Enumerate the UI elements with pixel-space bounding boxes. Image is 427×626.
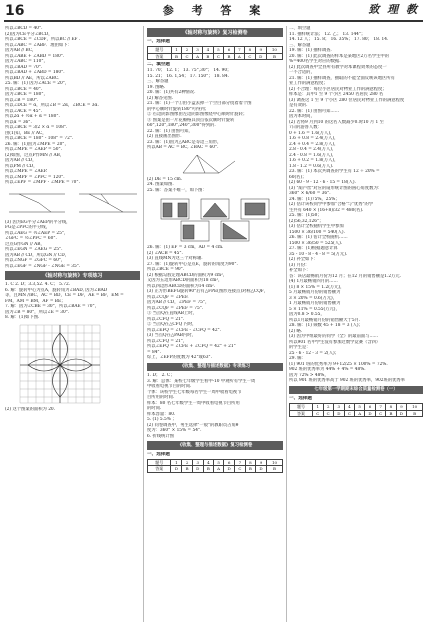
answer-line: 26. 解：(1) EF = 3 cm，AD = 4 cm. — [147, 245, 224, 251]
answer-line: 所以∠BAD = 70°. — [5, 64, 43, 70]
answer-line: 29. 解： — [289, 356, 306, 361]
table-cell: D — [333, 410, 344, 417]
table-cell: 2 — [182, 459, 192, 466]
answer-line: 1500 × 36/50 = 525(人). — [289, 240, 343, 246]
answer-line: 20. 解：(1)共有2种情况. — [147, 90, 196, 96]
table-cell: D — [396, 410, 407, 417]
table-cell: B — [386, 410, 396, 417]
table-cell: D — [365, 410, 376, 417]
answer-line: = 84°. — [147, 349, 161, 355]
parallel-lines-figures — [5, 188, 140, 218]
answer-line: 2.8 - 0.4 = 2.4(万人)， — [289, 147, 337, 152]
answer-line: (2) 根据勾股定理ABCD的面积为9 cm²， — [147, 272, 228, 278]
grid-symmetry-figure — [5, 323, 140, 405]
answer-line: 360° × 6/60 = 36°. — [289, 191, 331, 196]
answer-line: 所以AB = AC = BC, ∠BAC = 60°. — [147, 145, 219, 151]
answer-line: 23. 解：(1) 本次共调查的学生有 12 ÷ 20% = — [289, 169, 380, 174]
table-cell: D — [256, 466, 267, 473]
answer-line: 22. 解：(1) 由图可知…… — [289, 108, 340, 114]
table-cell: 题号 — [148, 47, 172, 54]
answer-table — [147, 459, 283, 473]
answer-line: 1. C 2. D；3.3,52. 4. C； 5.72. — [5, 282, 71, 288]
answer-table — [147, 46, 283, 60]
table-cell: 9 — [256, 459, 267, 466]
answer-line: 5 月最畅销月份的销售额为 — [289, 290, 341, 295]
table-cell: B — [171, 53, 181, 60]
answer-line: (2) 直接画出图形. — [147, 134, 182, 140]
table-cell: 8 — [244, 47, 255, 54]
answer-line: 所以四边形ABCD的面积为14 cm². — [147, 283, 216, 289]
answer-line: 所以∠CQF = ∠PEF = 75°. — [147, 305, 204, 311]
table-cell: C — [323, 410, 333, 417]
answer-line: (3) 月份： — [289, 262, 310, 268]
answer-block — [147, 245, 283, 361]
answer-line: 因为 72% > 48%， — [289, 372, 329, 378]
answer-line: 所以∠BCE = 90°. — [147, 267, 185, 273]
answer-line: (3) 直线MN为这三个对称轴. — [147, 256, 203, 262]
answer-line: 14. 12 人； 15. 8； 16. 35%； 17. 80； 18. 14. — [289, 37, 389, 42]
answer-line: 8. 解：(1)如下图. — [5, 315, 40, 321]
answer-line: 2.4 + 0.4 = 2.8(万人)， — [289, 141, 339, 147]
answer-line: 24. 解：(1)75%，25%； — [289, 196, 340, 202]
table-cell: D — [255, 53, 266, 60]
pattern-figures — [147, 195, 283, 243]
answer-line: (2)56,32,126°； — [289, 218, 324, 224]
answer-line: 21. 解：(1)一个①由小盒去掉一个空白部分绕着着个图 — [147, 101, 252, 107]
page-number: 16 — [5, 3, 25, 19]
table-cell: 答案 — [148, 53, 172, 60]
table-cell: A — [214, 466, 224, 473]
answer-line: 6. 解：旋转中心为点A，旋转角为∠BAD, 因为∠BAD — [5, 287, 108, 293]
answer-line: 1500 × 36/100 = 540(人). — [289, 229, 345, 235]
answer-line: 三、解答题 — [147, 79, 169, 85]
answer-line: 25 - 6 - 12 - 3 = 2(人)； — [289, 350, 339, 356]
table-cell: 9 — [255, 47, 266, 54]
table-cell: 答案 — [148, 466, 171, 473]
table-cell: 8 — [245, 459, 255, 466]
answer-line: (2) 补全如下： — [289, 257, 318, 262]
table-cell: 5 — [213, 47, 224, 54]
answer-line: 目所用的时间. — [147, 395, 175, 401]
table-cell: 7 — [234, 47, 244, 54]
page-title: 参 考 答 案 — [162, 4, 268, 17]
answer-line: FM，AM = BM，AF = BE； — [5, 298, 66, 304]
table-cell: B — [182, 466, 192, 473]
answer-line: %=400名学生对应的数据. — [289, 59, 341, 64]
answer-line: 28. 解：(1) 频数 45 + 18 = 3 (人)； — [289, 323, 363, 328]
answer-line: (3) 当点Q在△PAB内时， — [147, 333, 196, 339]
answer-line: 21. 解：(1) 抽样调查，抽取的不能全面反映该地区所有 — [289, 75, 395, 81]
answer-line: (2) 若将9 月到10 的这名人数减少0.时10 月 1 至 — [289, 119, 384, 125]
answer-line: 23. 解：(1)因为△ABC是等边三角形， — [147, 139, 222, 145]
table-cell: B — [203, 53, 213, 60]
answer-line: (2)因为CE平分∠BCD， — [5, 31, 53, 37]
answer-line: 所以∠EGN = ∠AEG = 25°. — [5, 247, 63, 252]
answer-line: (2) 估计该校同学中参加"合格"与"优秀"的学 — [289, 202, 374, 207]
answer-line: 22. 解：(1) 由图可知， — [147, 128, 193, 134]
answer-line: (3) 正方形BEFG旋转90°后有△FPE(图形连接点)对称△CQF， — [147, 289, 268, 295]
answer-line: 26. 解：(1)因为∠MPE = 20°， — [5, 141, 69, 147]
answer-line: (3) "葫芦丝"对应的扇形统计图的圆心角度数为： — [289, 185, 383, 191]
table-cell: 答案 — [290, 410, 313, 417]
answer-line: 7. 解：因为∠CBE = 30°，所以∠BAE = 70°， — [5, 304, 99, 310]
table-cell: B — [407, 410, 423, 417]
answer-line: 25. 解：(1)50； — [289, 213, 322, 218]
answer-line: 所以∠CFQ = 21°. — [147, 316, 185, 322]
answer-line: 所以∠B = 180°. — [5, 97, 39, 103]
answer-line: 一不合适的， — [289, 70, 315, 75]
answer-line: 因为AB // CD，所以GN // CD， — [5, 252, 69, 258]
subsection-title: 一、选择题 — [289, 396, 312, 402]
answer-line: 因为∠BCE = 180°， — [5, 92, 48, 97]
answer-line: 是有效的. — [289, 103, 308, 108]
answer-line: (3) 因为EG平分∠AEP的平分线， — [5, 219, 71, 225]
table-cell: 3 — [333, 404, 344, 411]
table-cell: 10 — [266, 47, 282, 54]
table-cell: 8 — [386, 404, 396, 411]
answer-line: 所以PM // CD， — [5, 163, 38, 169]
answer-block — [289, 26, 423, 384]
answer-line: 11. 70； 12. 1； 13. 75°,30°； 14. 90； — [147, 68, 232, 74]
answer-line: ① 当点Q在直线AB上时， — [147, 311, 197, 317]
answer-line: 的中心顺时针旋转180°可得到； — [147, 106, 209, 112]
answer-line: 的时间. — [147, 406, 162, 412]
answer-line: FG是∠PFC的平分线， — [5, 225, 50, 230]
brand-logo: 致 理 教 — [368, 3, 419, 16]
answer-line: 25. 解：答案不唯一，如下图： — [147, 187, 207, 193]
answer-line: 5. (1) 5.5% ； — [147, 417, 177, 423]
answer-line: 所以∠BCE = 3/2 × α = 108°. — [5, 125, 68, 130]
table-cell: 3 — [192, 459, 203, 466]
answer-line: (2) 解答见图. — [147, 95, 174, 101]
answer-line: 所以∠EPF = ∠MPF - ∠MPE = 70°. — [5, 180, 80, 185]
answer-line: 因为∠B = 80°，所以∠E = 30°. — [5, 309, 70, 315]
triangle-diagram — [147, 153, 283, 175]
section-title: 《轴对称与旋转》专项练习 — [5, 271, 140, 280]
answer-line: (2) 60 - 9 - 12 - 6 - 15 = 18(人). — [289, 180, 356, 185]
answer-line: 所以2α + ½α + α = 180°. — [5, 114, 60, 119]
answer-line: 由(1)知，BE // AC， — [5, 130, 47, 136]
section-title: 《收集、整理与描述数据》复习检测卷 — [147, 441, 283, 450]
table-cell: C — [235, 466, 246, 473]
answer-line: 所以 901 班的优秀率高于 902 班的优秀率，902班的优秀率 — [289, 378, 406, 383]
answer-line: 所以∠EFQ = ∠CFE + ∠CFQ = 42° + 21° — [147, 344, 236, 350]
answer-line: 所以∠NGF = ∠GFC = 60°， — [5, 258, 66, 263]
answer-line: (1) 8 × 15% = 1.2(万元)， — [289, 284, 345, 290]
answer-line: 1.6 + 0.8 = 2.4(万人)， — [289, 136, 339, 141]
answer-line: 1 月最畅销月份的销售额为 — [289, 301, 341, 306]
table-cell: C — [213, 53, 224, 60]
answer-line: 答：该店最畅销月份为12 月；在12 月的销售额是1.2万元. — [289, 273, 402, 279]
answer-line: (2) 问卷调查中，男生选择"一般"的教职员占角θ — [147, 422, 239, 428]
answer-line: 因为本时间， — [289, 114, 315, 119]
triangle-figure — [147, 153, 283, 175]
answer-line: 所以∠EFQ = ∠CFE - ∠CFQ = 42°. — [147, 327, 222, 333]
answer-line: (1) 901 班的优秀率为 9+12/25 × 100% = 72%. — [289, 361, 388, 367]
column-2 — [147, 26, 283, 622]
column-1 — [5, 26, 140, 622]
header-divider — [4, 20, 423, 22]
answer-line: 所以∠BCE = 40°. — [5, 86, 43, 92]
answer-line: 所以1月最畅销月份的销售额大于5月. — [289, 317, 361, 323]
answer-block — [147, 177, 283, 194]
grid-figure — [5, 323, 140, 405]
answer-line: (2) ∠ACB = 45°. — [147, 250, 183, 256]
answer-line: 所以∠EGF = ∠NGF - ∠NGE = 35°. — [5, 263, 81, 269]
page-header — [0, 0, 427, 22]
answer-line: 26. 解：(1) 估计全校随机…… — [289, 235, 348, 240]
answer-line: (2) 这个图案的面积为 20. — [5, 406, 56, 412]
answer-line: (2) DE = 15 cm. — [147, 176, 183, 182]
table-cell: C — [182, 53, 193, 60]
answer-line: 所以∠BAD + ∠ABD = 180°. — [5, 70, 65, 75]
answer-line: 样本是：其中1 至 9 个小区 2450 名居民 280 名 — [289, 92, 384, 97]
geometry-figure — [5, 188, 140, 218]
answer-line: 19. 解：(1) 抽样调查. — [289, 48, 332, 53]
table-cell: 9 — [396, 404, 407, 411]
answer-line: 所以∠BCE = ∠CDF，所以BC // EF . — [5, 37, 81, 42]
answer-line: 生共有 640 × (16+8)/32 = 480(名). — [289, 207, 364, 213]
table-cell: 2 — [182, 47, 193, 54]
table-cell: 题号 — [290, 404, 313, 411]
answer-line: 所以∠ABC = ∠ABF．理由如下： — [5, 42, 72, 48]
answer-block — [5, 220, 140, 270]
answer-line: 所以∠MPE = ∠AEP = 50°. — [5, 147, 62, 152]
table-cell: B — [203, 466, 213, 473]
answer-line: 所以α = 36°. — [5, 119, 32, 125]
answer-line: 5 × 11% = 0.55(万元)， — [289, 306, 340, 312]
answer-line: 27. 解：(1)根据题意计算 — [289, 246, 338, 251]
answer-line: 过点G作GN // AB， — [5, 241, 45, 247]
table-cell: 1 — [171, 459, 182, 466]
subsection-title: 一、选择题 — [147, 451, 170, 457]
answer-line: 所以901 名中学生没有参加过数学竞赛（含四） — [289, 339, 381, 345]
answer-line: (3) 估计全校随机学生中参加 — [289, 224, 344, 229]
answer-line: (2)如图，过点P作MN // AB， — [5, 152, 65, 158]
answer-line: 的学生是： — [289, 345, 311, 350]
answer-line: 又因为五边形ABCD的面积为18 cm²， — [147, 278, 223, 284]
column-divider — [286, 26, 287, 622]
answer-block — [147, 68, 283, 151]
table-cell: 4 — [203, 459, 213, 466]
answer-line: 等，且MN //BC，AC = BD，CE = DF，AE = BF，EM = — [5, 293, 124, 299]
table-cell: 7 — [375, 404, 385, 411]
table-cell: 3 — [192, 47, 202, 54]
section-title: 《轴对称与旋转》复习检测卷 — [147, 28, 283, 37]
table-cell: 4 — [344, 404, 354, 411]
answer-line: 60°,120°,180°,240°,300°得到的. — [147, 123, 216, 129]
answer-line: 25. 解：(1) 因为∠ACE = 20°， — [5, 81, 70, 86]
answer-block — [147, 373, 283, 439]
table-cell: C — [244, 53, 255, 60]
answer-line: 11. 抽样统计法； 12. 乙； 13. 144°； — [289, 31, 366, 37]
answer-line: 0 + 1.6 = 1.6(万人)， — [289, 130, 335, 136]
table-cell: C — [313, 410, 323, 417]
table-cell: 1 — [313, 404, 323, 411]
answer-line: 三、解答题 — [289, 42, 311, 48]
answer-line: 27. 解：(1)旋转中心是点E，旋转的角度为90°. — [147, 261, 238, 267]
table-cell: 2 — [323, 404, 333, 411]
answer-line: (4) 1月最畅销四月的…… — [289, 279, 338, 284]
answer-line: (3) 因为甲组最好的同学（全）的最前面与…… — [289, 334, 379, 339]
answer-line: 所以∠ACE = 45°. — [5, 108, 43, 114]
subsection-title: 一、选择题 — [147, 39, 170, 45]
answer-line: 二、填空题 — [289, 26, 311, 31]
answer-line: 所以∠MPE = ∠AEP. — [5, 169, 48, 174]
answer-block — [5, 26, 140, 186]
answer-line: ② 当点Q在△CFQ 内时， — [147, 322, 197, 328]
answer-line: 60(名)； — [289, 174, 307, 180]
answer-line: 1.6 + 0.2 = 1.8(万人)， — [289, 158, 339, 163]
table-cell: A — [234, 53, 244, 60]
table-cell: 4 — [203, 47, 213, 54]
table-cell: 5 — [355, 404, 365, 411]
answer-line: 业工作的满意程度； — [289, 81, 328, 86]
answer-line: 15. 21； 16. 1,54； 17. 150°； 18. 84. — [147, 73, 230, 79]
answer-line: 所以∠BCE = 180° - 108° = 72°. — [5, 136, 74, 141]
table-cell: B — [224, 53, 234, 60]
answer-line: 因为AB // CD，∠PEF = 75°， — [147, 300, 210, 306]
answer-line: 所以∠CFQ = 21°， — [147, 338, 188, 344]
answer-line: 所以BD // AE，所以∠ABC． — [5, 75, 63, 81]
table-cell: D — [192, 466, 203, 473]
answer-line: 24. 图案如图. — [147, 182, 174, 188]
answer-line: 1.8 - 1.2 = 0.6(万人). — [289, 163, 334, 169]
answer-line: (2) 此次调查中全县所有教学对本课程效果的态度一 — [289, 64, 387, 70]
answer-line: 因为AB // BC， — [5, 48, 37, 53]
answer-line: 中收看电视节目的时间. — [147, 384, 192, 390]
answer-line: 2.4 - 0.8 = 1.6(万人)， — [289, 152, 337, 158]
answer-line: 6. 折线统计图 — [147, 433, 174, 439]
table-cell: 7 — [235, 459, 246, 466]
answer-line: ③ 图案是由一片花瓣格其顶点依次顺时针旋转 — [147, 117, 235, 123]
table-cell: 6 — [224, 47, 234, 54]
answer-line: 因为∠ABC = 110°， — [5, 59, 48, 64]
table-cell: B — [245, 466, 255, 473]
answer-line: 所以∠AEG = ½∠AEP = 25°， — [5, 230, 69, 236]
table-cell: 5 — [214, 459, 224, 466]
answer-line: 所以∠DCE = α，所以∠B = 2α，∠BCE = 3α. — [5, 103, 99, 108]
answer-line: 3. 解：总体：某校七年级学生看中-10 中观听有学生一周 — [147, 378, 256, 384]
answer-line: 35 - 10 - 8 - 4 - 8 = 5(万元). — [289, 251, 348, 257]
table-cell: 1 — [171, 47, 181, 54]
answer-line: 样本：80 名七年级学生一周中收看电视节目所用 — [147, 400, 240, 406]
table-cell: 6 — [224, 459, 235, 466]
answer-line: 样本容量：80. — [147, 411, 176, 417]
table-cell: D — [224, 466, 235, 473]
answer-line: 902 班的优秀率为 44% + 4% = 48%. — [289, 367, 366, 372]
table-cell: A — [192, 53, 202, 60]
answer-line: 19. 图略. — [147, 84, 166, 90]
answer-line: 所以∠MPF = ∠PFC = 120°. — [5, 174, 65, 180]
answer-line: (2) 略. — [289, 328, 303, 334]
answer-line: 所以∠ABE + ∠ABD = 180°. — [5, 53, 65, 59]
answer-line: 3 × 20% = 0.6(万元)， — [289, 295, 338, 301]
column-3 — [289, 26, 423, 622]
table-cell: D — [171, 466, 182, 473]
subsection-title: 二、填空题 — [147, 62, 170, 68]
answer-line: (3) 调查这 1 至 9 个小区 280 位居民对物业工作的满意程度 — [289, 97, 405, 103]
section-title: 《收集、整理与描述数据》专项练习 — [147, 363, 283, 372]
table-cell: B — [267, 466, 283, 473]
answer-line: 20. 解：(1) 此次调查的样本是某地区2万名学生中的 — [289, 53, 390, 59]
table-cell: 10 — [267, 459, 283, 466]
answer-line: 个体：该校学生七年级每名学生一周中收看电视节 — [147, 389, 242, 395]
table-cell: C — [344, 410, 354, 417]
answer-line: 综上，∠EFP的度数为 42°或63°. — [147, 355, 212, 361]
answer-line: 补全如下： — [289, 268, 311, 273]
table-cell: 10 — [407, 404, 423, 411]
answer-line: 所以∠BCD = 40°. — [5, 26, 43, 31]
table-cell: C — [375, 410, 385, 417]
answer-line: 7日的游客人数： — [289, 125, 322, 130]
table-cell: A — [355, 410, 365, 417]
answer-line: (2) 不合理：每位小区居民对物业工作的满意程度； — [289, 86, 387, 92]
answer-line: ② 右边阴影图像由左边阴影图像绕中心顺时针旋转； — [147, 112, 248, 118]
table-cell: B — [266, 53, 282, 60]
table-cell: 题号 — [148, 459, 171, 466]
column-divider — [143, 26, 144, 622]
section-title: 七年级第一学期期末综合质量检测卷（一） — [289, 386, 423, 395]
symmetric-patterns — [147, 195, 283, 243]
answer-block — [5, 282, 140, 321]
answer-line: 所以∠CQF = ∠PEF. — [147, 294, 189, 300]
answer-line: 因为0.8 > 0.55， — [289, 312, 325, 317]
answer-line: 度为：360° × 15% = 54°. — [147, 428, 202, 434]
answer-line: 因为AB // CD， — [5, 158, 37, 163]
answer-line: ∠GFC = ½∠PFC = 60°. — [5, 236, 57, 241]
table-cell: 6 — [365, 404, 376, 411]
answer-line: 1. D； 2. C； — [147, 373, 175, 379]
answer-table — [289, 403, 423, 417]
